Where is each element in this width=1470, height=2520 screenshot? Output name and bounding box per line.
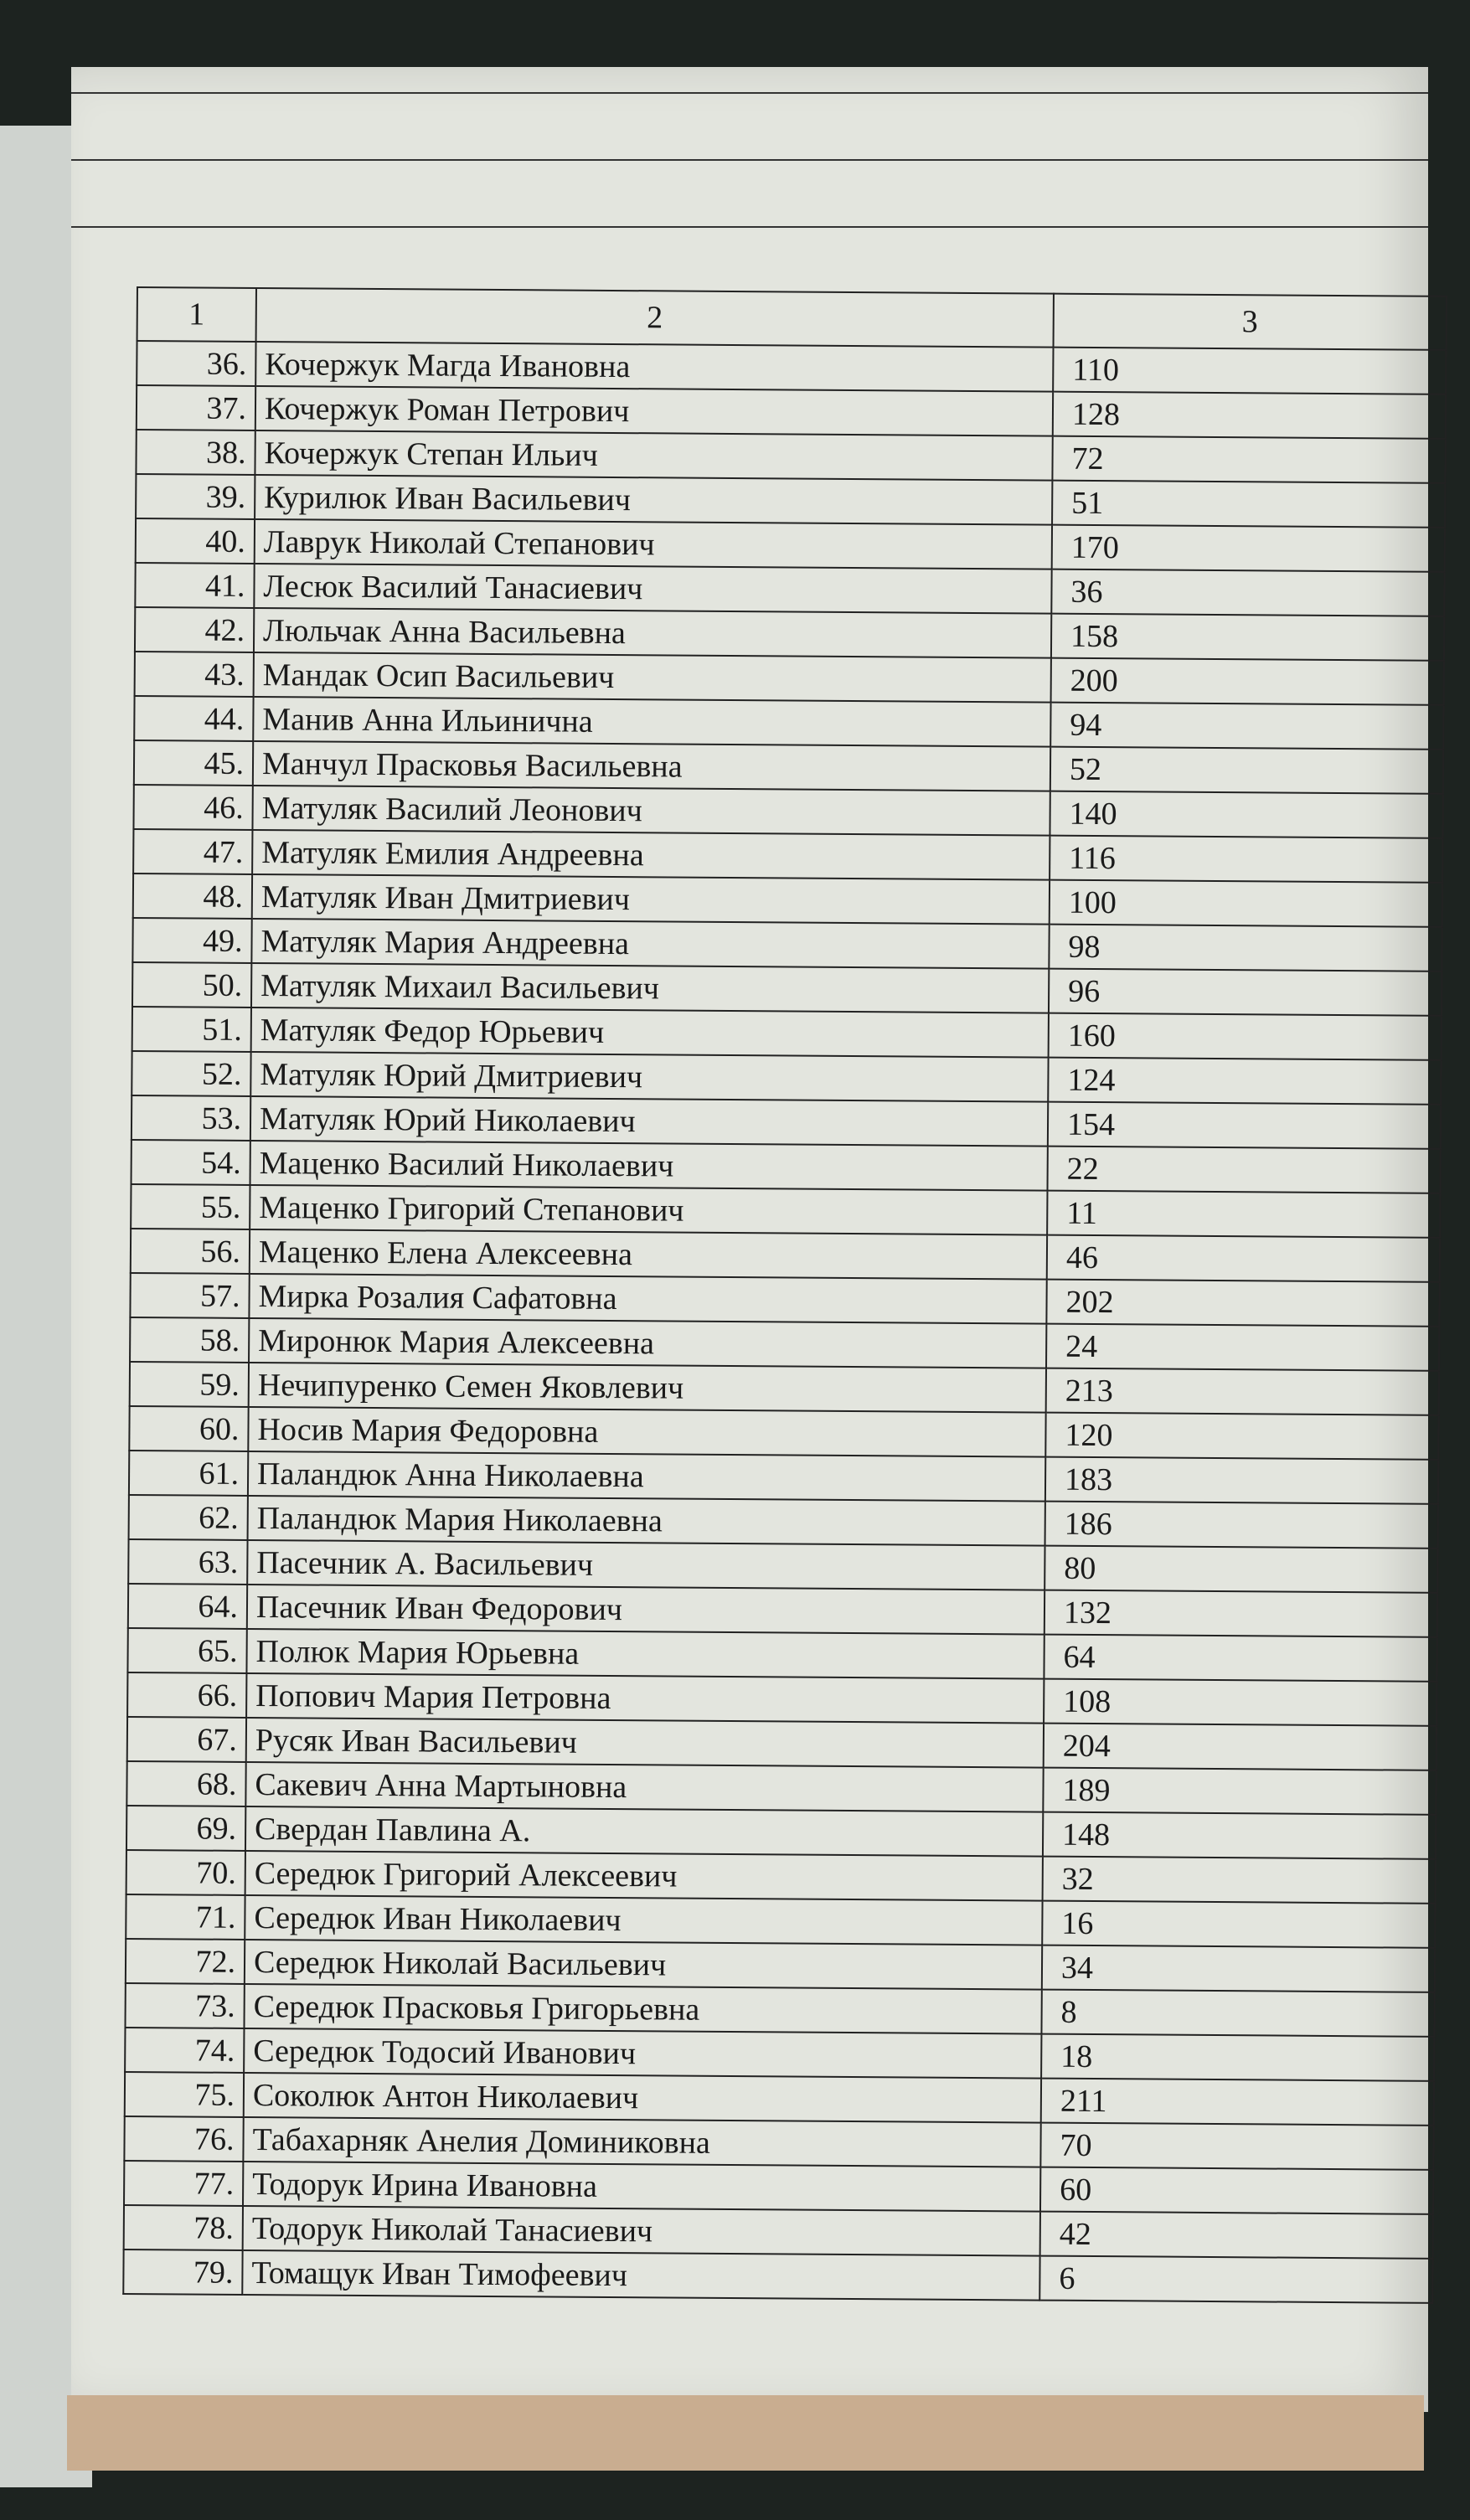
row-number: 70. <box>126 1850 245 1895</box>
person-name: Матуляк Федор Юрьевич <box>251 1007 1049 1058</box>
person-name: Матуляк Михаил Васильевич <box>251 963 1049 1013</box>
row-value: 52 <box>1050 747 1443 794</box>
row-value: 46 <box>1047 1235 1440 1282</box>
row-number: 62. <box>129 1495 248 1540</box>
row-number: 73. <box>125 1983 244 2028</box>
records-table <box>122 286 1447 2304</box>
row-value: 213 <box>1046 1368 1439 1415</box>
row-number: 47. <box>133 829 252 874</box>
row-value: 170 <box>1052 525 1445 572</box>
person-name: Миронюк Мария Алексеевна <box>249 1318 1046 1368</box>
row-number: 74. <box>125 2028 244 2073</box>
row-value: 70 <box>1040 2123 1433 2170</box>
person-name: Тодорук Ирина Ивановна <box>243 2162 1040 2212</box>
person-name: Свердан Павлина А. <box>245 1806 1043 1857</box>
row-number: 49. <box>132 918 251 963</box>
row-number: 39. <box>136 474 255 519</box>
header-col-1: 1 <box>137 287 256 342</box>
row-number: 76. <box>124 2116 243 2162</box>
person-name: Лаврук Николай Степанович <box>255 519 1052 569</box>
row-value: 51 <box>1052 481 1445 528</box>
person-name: Матуляк Иван Дмитриевич <box>252 874 1050 925</box>
row-number: 77. <box>124 2161 243 2206</box>
row-number: 45. <box>134 740 253 786</box>
person-name: Попович Мария Петровна <box>246 1673 1044 1724</box>
person-name: Носив Мария Федоровна <box>248 1407 1045 1457</box>
row-number: 54. <box>132 1140 250 1185</box>
row-number: 69. <box>126 1806 245 1851</box>
person-name: Курилюк Иван Васильевич <box>255 475 1052 525</box>
row-number: 44. <box>134 696 253 741</box>
ruled-line <box>71 226 1428 228</box>
person-name: Русяк Иван Васильевич <box>246 1718 1044 1768</box>
row-number: 71. <box>126 1894 245 1940</box>
row-number: 50. <box>132 962 251 1007</box>
person-name: Матуляк Емилия Андреевна <box>252 830 1050 880</box>
row-value: 11 <box>1047 1191 1440 1238</box>
person-name: Нечипуренко Семен Яковлевич <box>249 1363 1046 1413</box>
row-number: 58. <box>130 1317 249 1363</box>
row-value: 36 <box>1051 569 1444 616</box>
person-name: Мандак Осип Васильевич <box>254 652 1051 703</box>
row-number: 36. <box>137 341 255 386</box>
row-value: 6 <box>1039 2256 1432 2303</box>
row-number: 37. <box>137 385 255 430</box>
row-number: 72. <box>126 1939 245 1984</box>
person-name: Середюк Тодосий Иванович <box>244 2028 1041 2079</box>
cardboard-edge <box>67 2395 1424 2471</box>
row-number: 61. <box>129 1451 248 1496</box>
ruled-line <box>71 159 1428 161</box>
person-name: Соколюк Антон Николаевич <box>244 2073 1041 2123</box>
person-name: Полюк Мария Юрьевна <box>246 1629 1044 1679</box>
row-value: 128 <box>1053 392 1446 439</box>
person-name: Пасечник А. Васильевич <box>247 1540 1044 1590</box>
person-name: Тодорук Николай Танасиевич <box>243 2206 1040 2256</box>
document-page <box>71 67 1428 2412</box>
person-name: Матуляк Василий Леонович <box>252 786 1050 836</box>
row-number: 40. <box>136 518 255 564</box>
row-number: 38. <box>136 430 255 475</box>
row-value: 186 <box>1045 1502 1438 1549</box>
row-number: 41. <box>135 563 254 608</box>
row-number: 78. <box>124 2205 243 2250</box>
row-value: 132 <box>1044 1590 1437 1637</box>
person-name: Середюк Григорий Алексеевич <box>245 1851 1043 1901</box>
row-value: 72 <box>1052 436 1445 483</box>
person-name: Томащук Иван Тимофеевич <box>242 2250 1039 2301</box>
person-name: Кочержук Степан Ильич <box>255 430 1052 481</box>
row-value: 200 <box>1051 658 1444 705</box>
person-name: Мирка Розалия Сафатовна <box>249 1274 1046 1324</box>
row-value: 94 <box>1050 703 1443 750</box>
row-value: 42 <box>1040 2212 1433 2259</box>
row-number: 56. <box>131 1229 250 1274</box>
person-name: Манив Анна Ильинична <box>253 697 1050 747</box>
row-value: 124 <box>1048 1058 1441 1105</box>
row-number: 67. <box>127 1717 246 1762</box>
person-name: Кочержук Магда Ивановна <box>255 342 1053 392</box>
row-value: 160 <box>1049 1013 1442 1060</box>
row-number: 55. <box>131 1184 250 1229</box>
row-number: 53. <box>132 1095 250 1141</box>
row-number: 68. <box>126 1761 245 1806</box>
table-header-row <box>137 287 1447 350</box>
row-value: 34 <box>1042 1945 1435 1992</box>
row-value: 60 <box>1040 2167 1433 2214</box>
row-number: 43. <box>135 652 254 697</box>
person-name: Маценко Василий Николаевич <box>250 1141 1048 1191</box>
row-value: 140 <box>1050 791 1442 838</box>
row-number: 65. <box>127 1628 246 1673</box>
row-number: 60. <box>129 1406 248 1451</box>
person-name: Середюк Прасковья Григорьевна <box>244 1984 1041 2034</box>
row-value: 96 <box>1049 969 1442 1016</box>
row-value: 18 <box>1041 2034 1434 2081</box>
row-value: 148 <box>1043 1812 1436 1859</box>
row-value: 24 <box>1046 1324 1439 1371</box>
row-value: 116 <box>1050 836 1442 883</box>
row-value: 120 <box>1045 1413 1438 1460</box>
person-name: Середюк Иван Николаевич <box>245 1895 1042 1945</box>
row-number: 63. <box>128 1539 247 1585</box>
person-name: Матуляк Юрий Николаевич <box>250 1096 1048 1147</box>
row-value: 154 <box>1048 1102 1441 1149</box>
row-number: 48. <box>133 873 252 919</box>
row-value: 80 <box>1044 1546 1437 1593</box>
row-value: 8 <box>1041 1990 1434 2037</box>
person-name: Люльчак Анна Васильевна <box>254 608 1051 658</box>
row-number: 64. <box>128 1584 247 1629</box>
person-name: Маценко Григорий Степанович <box>250 1185 1047 1235</box>
row-value: 100 <box>1050 880 1442 927</box>
row-value: 32 <box>1043 1857 1436 1904</box>
row-number: 59. <box>130 1362 249 1407</box>
row-value: 16 <box>1042 1901 1435 1948</box>
header-col-3: 3 <box>1054 294 1447 350</box>
row-number: 52. <box>132 1051 250 1096</box>
person-name: Сакевич Анна Мартыновна <box>245 1762 1043 1812</box>
ruled-line <box>71 92 1428 94</box>
row-value: 64 <box>1044 1635 1436 1682</box>
person-name: Маценко Елена Алексеевна <box>250 1229 1047 1280</box>
row-value: 183 <box>1045 1457 1438 1504</box>
row-number: 46. <box>133 785 252 830</box>
header-col-2: 2 <box>256 288 1054 348</box>
row-value: 98 <box>1049 925 1442 971</box>
person-name: Пасечник Иван Федорович <box>247 1585 1044 1635</box>
row-value: 211 <box>1041 2079 1434 2126</box>
person-name: Лесюк Василий Танасиевич <box>254 564 1051 614</box>
row-value: 22 <box>1047 1147 1440 1193</box>
person-name: Манчул Прасковья Васильевна <box>253 741 1050 791</box>
row-value: 204 <box>1044 1724 1436 1770</box>
row-value: 189 <box>1043 1768 1436 1815</box>
table-row <box>123 2249 1432 2303</box>
person-name: Середюк Николай Васильевич <box>245 1940 1042 1990</box>
person-name: Матуляк Мария Андреевна <box>251 919 1049 969</box>
person-name: Паландюк Мария Николаевна <box>248 1496 1045 1546</box>
person-name: Матуляк Юрий Дмитриевич <box>250 1052 1048 1102</box>
row-value: 110 <box>1053 348 1446 394</box>
row-number: 79. <box>123 2249 242 2295</box>
person-name: Табахарняк Анелия Доминиковна <box>243 2117 1040 2167</box>
row-number: 51. <box>132 1007 251 1052</box>
row-number: 66. <box>127 1672 246 1718</box>
row-value: 108 <box>1044 1679 1436 1726</box>
row-number: 42. <box>135 607 254 652</box>
person-name: Паландюк Анна Николаевна <box>248 1451 1045 1502</box>
row-number: 75. <box>125 2072 244 2117</box>
row-value: 158 <box>1051 614 1444 661</box>
row-value: 202 <box>1046 1280 1439 1327</box>
row-number: 57. <box>130 1273 249 1318</box>
person-name: Кочержук Роман Петрович <box>255 386 1053 436</box>
